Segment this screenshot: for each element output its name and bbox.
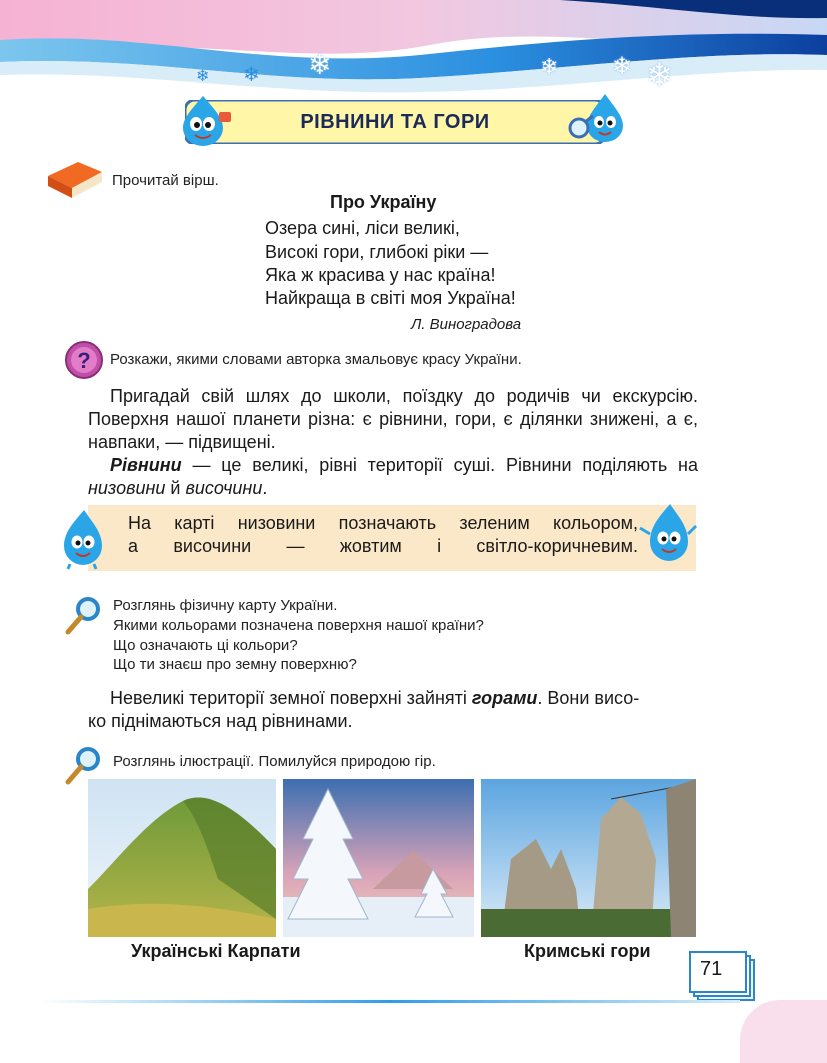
callout-line: На карті низовини позначають зеленим кольором,	[128, 513, 638, 533]
paragraph-text: Невеликі території земної поверхні зайняті	[110, 688, 472, 708]
page-number: 71	[700, 958, 723, 980]
snowflake-icon: ❄	[308, 49, 332, 80]
map-task-line: Розглянь фізичну карту України.	[113, 597, 338, 614]
paragraph-text: .	[262, 478, 268, 498]
svg-text:?: ?	[77, 348, 91, 373]
paragraph-text: й	[165, 478, 186, 498]
term-lowland: низовини	[88, 478, 166, 498]
snowflake-icon: ❄	[646, 57, 673, 93]
read-instruction: Прочитай вірш.	[112, 172, 219, 189]
callout-line: а височини — жовтим і світло-коричневим.	[128, 536, 638, 556]
mascot-magnifier-icon	[565, 88, 627, 148]
snowflake-icon: ❄	[243, 64, 260, 86]
mascot-drop-icon	[56, 508, 110, 570]
illustrations-instruction: Розглянь ілюстрації. Помилуйся природою гір.	[113, 753, 436, 770]
question-icon	[64, 340, 104, 380]
mascot-drop-icon	[636, 500, 698, 568]
poem-line: Високі гори, глибокі ріки —	[265, 242, 489, 262]
caption-crimean: Кримські гори	[524, 941, 651, 961]
poem-line: Озера сині, ліси великі,	[265, 218, 460, 238]
snowflake-icon: ❄	[612, 53, 633, 80]
photo-carpathians	[88, 779, 276, 937]
map-task-line: Що ти знаєш про земну поверхню?	[113, 656, 357, 673]
paragraph-text: . Вони висо-	[537, 688, 640, 708]
corner-decoration	[740, 1000, 827, 1063]
paragraph-mountains	[88, 687, 698, 733]
term-mountains: горами	[471, 688, 538, 708]
snowflake-icon: ❄	[540, 54, 559, 79]
term-plains: Рівнини	[110, 455, 182, 475]
map-task-line: Що означають ці кольори?	[113, 637, 298, 654]
question-text: Розкажи, якими словами авторка змальовує красу України.	[110, 351, 522, 368]
mascot-drop-icon	[175, 92, 235, 148]
paragraph-text: — це великі, рівні території суші. Рівнини поділяють на	[181, 455, 698, 475]
paragraph-plains	[88, 454, 698, 500]
book-icon	[44, 158, 106, 200]
bottom-rule	[40, 998, 740, 1006]
poem-line: Яка ж красива у нас країна!	[265, 265, 496, 285]
photo-crimean-mountains	[481, 779, 696, 937]
poem-author: Л. Виноградова	[411, 316, 522, 333]
snowflake-icon: ❄	[196, 68, 210, 85]
photo-winter-forest	[283, 779, 474, 937]
paragraph-text: Пригадай свій шлях до школи, поїздку до родичів чи екскурсію. Поверхня нашої планети різна: є рівнини, гори, є ділянки знижені, а є, навпаки, — підвищені.	[88, 386, 698, 452]
caption-carpathians: Українські Карпати	[131, 941, 301, 961]
poem-title: Про Україну	[330, 192, 437, 212]
paragraph-surface	[88, 385, 698, 454]
page-title: РІВНИНИ ТА ГОРИ	[300, 111, 490, 133]
callout-text	[128, 512, 638, 558]
paragraph-text: ко піднімаються над рівнинами.	[88, 711, 353, 731]
header-banner	[0, 0, 827, 100]
map-task-line: Якими кольорами позначена поверхня нашої країни?	[113, 617, 484, 634]
term-upland: височини	[185, 478, 263, 498]
magnifier-icon	[64, 596, 102, 636]
poem-line: Найкраща в світі моя Україна!	[265, 288, 516, 308]
page-number-badge	[688, 948, 758, 1004]
